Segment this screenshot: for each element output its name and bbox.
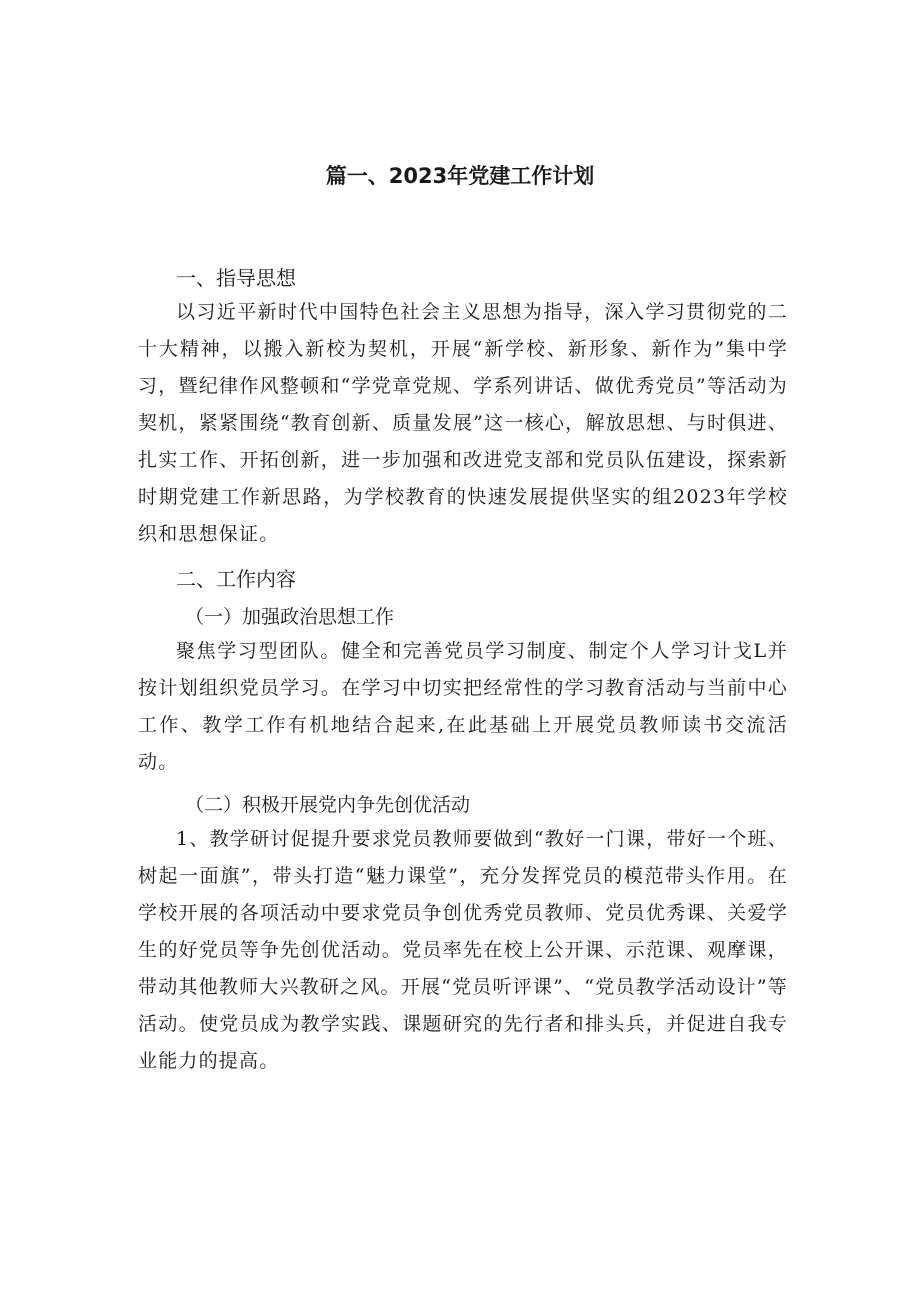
section-heading-guiding-ideology: 一、指导思想 <box>176 266 296 290</box>
subsection-heading-excellence-activities: （二）积极开展党内争先创优活动 <box>185 794 471 816</box>
paragraph-excellence-activities: 1、教学研讨促提升要求党员教师要做到“教好一门课，带好一个班、树起一面旗”，带头打造“魅力课堂”，充分发挥党员的模范带头作用。在学校开展的各项活动中要求党员争创优秀党员教师、党员优秀课、关爱学生的好党员等争先创优活动。党员率先在校上公开课、示范课、观摩课，带动其他教师大兴教研之风。开展“党员听评课”、“党员教学活动设计”等活动。使党员成为教学实践、课题研究的先行者和排头兵，并促进自我专业能力的提高。 <box>138 828 788 1072</box>
document-title: 篇一、2023年党建工作计划 <box>325 164 595 188</box>
paragraph-political-work: 聚焦学习型团队。健全和完善党员学习制度、制定个人学习计戈L并按计划组织党员学习。在学习中切实把经常性的学习教育活动与当前中心工作、教学工作有机地结合起来,在此基础上开展党员教师读书交流活动。 <box>138 640 788 773</box>
subsection-heading-political-work: （一）加强政治思想工作 <box>185 606 395 628</box>
document-body <box>138 262 788 1080</box>
paragraph-guiding-ideology: 以习近平新时代中国特色社会主义思想为指导，深入学习贯彻党的二十大精神，以搬入新校为契机，开展“新学校、新形象、新作为”集中学习，暨纪律作风整顿和“学党章党规、学系列讲话、做优秀党员”等活动为契机，紧紧围绕“教育创新、质量发展”这一核心，解放思想、与时俱进、扎实工作、开拓创新，进一步加强和改进党支部和党员队伍建设，探索新时期党建工作新思路，为学校教育的快速发展提供坚实的组2023年学校织和思想保证。 <box>138 301 788 545</box>
section-heading-work-content: 二、工作内容 <box>176 567 296 591</box>
